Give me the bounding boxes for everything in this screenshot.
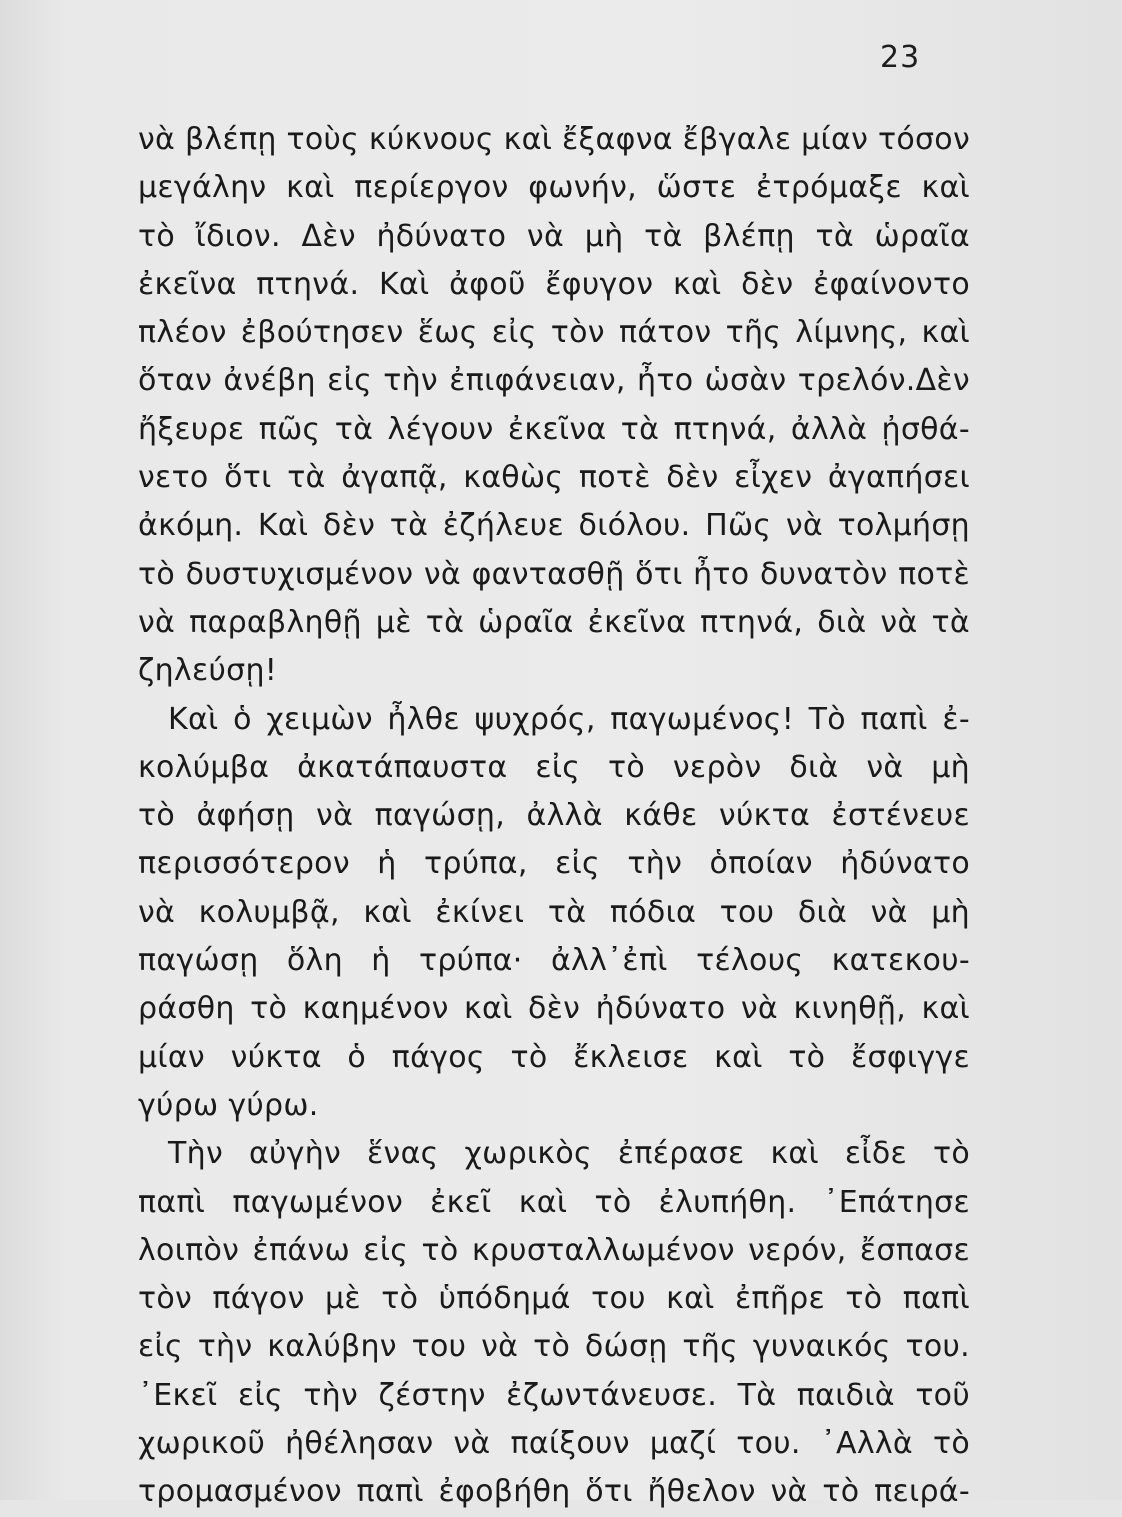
- text-line: ζηλεύσῃ!: [138, 653, 278, 689]
- text-line: παπὶ παγωμένον ἐκεῖ καὶ τὸ ἐλυπήθη. ᾿Επάτησε: [138, 1184, 970, 1220]
- paragraph: [138, 1130, 970, 1516]
- text-line: τὸν πάγον μὲ τὸ ὑπόδημά του καὶ ἐπῆρε τὸ παπὶ: [138, 1281, 970, 1317]
- text-line: τὸ ἴδιον. Δὲν ἠδύνατο νὰ μὴ τὰ βλέπῃ τὰ ὡραῖα: [138, 218, 970, 254]
- text-line: τὸ ἀφήσῃ νὰ παγώσῃ, ἀλλὰ κάθε νύκτα ἐστένευε: [138, 798, 970, 834]
- text-line: τρομασμένον παπὶ ἐφοβήθη ὅτι ἤθελον νὰ τὸ πειρά-: [138, 1474, 970, 1510]
- text-line: Καὶ ὁ χειμὼν ἦλθε ψυχρός, παγωμένος! Τὸ παπὶ ἐ-: [168, 701, 970, 737]
- page-number: 23: [880, 40, 921, 75]
- text-line: πλέον ἐβούτησεν ἕως εἰς τὸν πάτον τῆς λίμνης, καὶ: [138, 315, 970, 351]
- text-line: ἀκόμη. Καὶ δὲν τὰ ἐζήλευε διόλου. Πῶς νὰ τολμήσῃ: [138, 508, 970, 544]
- text-line: ράσθη τὸ καημένον καὶ δὲν ἠδύνατο νὰ κινηθῇ, καὶ: [138, 991, 970, 1027]
- text-line: γύρω γύρω.: [138, 1087, 319, 1123]
- text-line: νὰ κολυμβᾷ, καὶ ἐκίνει τὰ πόδια του διὰ νὰ μὴ: [138, 894, 970, 930]
- text-line: ᾿Εκεῖ εἰς τὴν ζέστην ἐζωντάνευσε. Τὰ παιδιὰ τοῦ: [138, 1377, 970, 1413]
- body-text: [138, 116, 970, 1517]
- text-line: ἐκεῖνα πτηνά. Καὶ ἀφοῦ ἔφυγον καὶ δὲν ἐφαίνοντο: [138, 266, 970, 302]
- text-line: περισσότερον ἡ τρύπα, εἰς τὴν ὁποίαν ἠδύνατο: [138, 846, 970, 882]
- text-line: κολύμβα ἀκατάπαυστα εἰς τὸ νερὸν διὰ νὰ μὴ: [138, 749, 970, 785]
- text-line: λοιπὸν ἐπάνω εἰς τὸ κρυσταλλωμένον νερόν, ἔσπασε: [138, 1232, 970, 1268]
- text-line: ἤξευρε πῶς τὰ λέγουν ἐκεῖνα τὰ πτηνά, ἀλλὰ ᾐσθά-: [138, 411, 970, 447]
- text-line: τὸ δυστυχισμένον νὰ φαντασθῇ ὅτι ἦτο δυνατὸν ποτὲ: [138, 556, 970, 592]
- text-line: ὅταν ἀνέβη εἰς τὴν ἐπιφάνειαν, ἦτο ὡσὰν τρελόν.Δὲν: [138, 363, 970, 399]
- text-line: Τὴν αὐγὴν ἕνας χωρικὸς ἐπέρασε καὶ εἶδε τὸ: [168, 1136, 970, 1172]
- text-line: μεγάλην καὶ περίεργον φωνήν, ὥστε ἐτρόμαξε καὶ: [138, 170, 970, 206]
- text-line: νετο ὅτι τὰ ἀγαπᾷ, καθὼς ποτὲ δὲν εἶχεν ἀγαπήσει: [138, 460, 970, 496]
- text-line: νὰ βλέπῃ τοὺς κύκνους καὶ ἔξαφνα ἔβγαλε μίαν τόσον: [138, 122, 971, 157]
- paragraph: [138, 696, 970, 1131]
- text-line: χωρικοῦ ἠθέλησαν νὰ παίξουν μαζί του. ᾿Αλλὰ τὸ: [138, 1426, 970, 1462]
- paragraph: [138, 116, 970, 696]
- text-line: εἰς τὴν καλύβην του νὰ τὸ δώσῃ τῆς γυναικός του.: [138, 1329, 970, 1365]
- text-line: παγώσῃ ὅλη ἡ τρύπα· ἀλλ᾿ἐπὶ τέλους κατεκου-: [138, 943, 970, 979]
- text-line: μίαν νύκτα ὁ πάγος τὸ ἔκλεισε καὶ τὸ ἔσφιγγε: [138, 1039, 970, 1075]
- text-line: νὰ παραβληθῇ μὲ τὰ ὡραῖα ἐκεῖνα πτηνά, διὰ νὰ τὰ: [138, 604, 970, 640]
